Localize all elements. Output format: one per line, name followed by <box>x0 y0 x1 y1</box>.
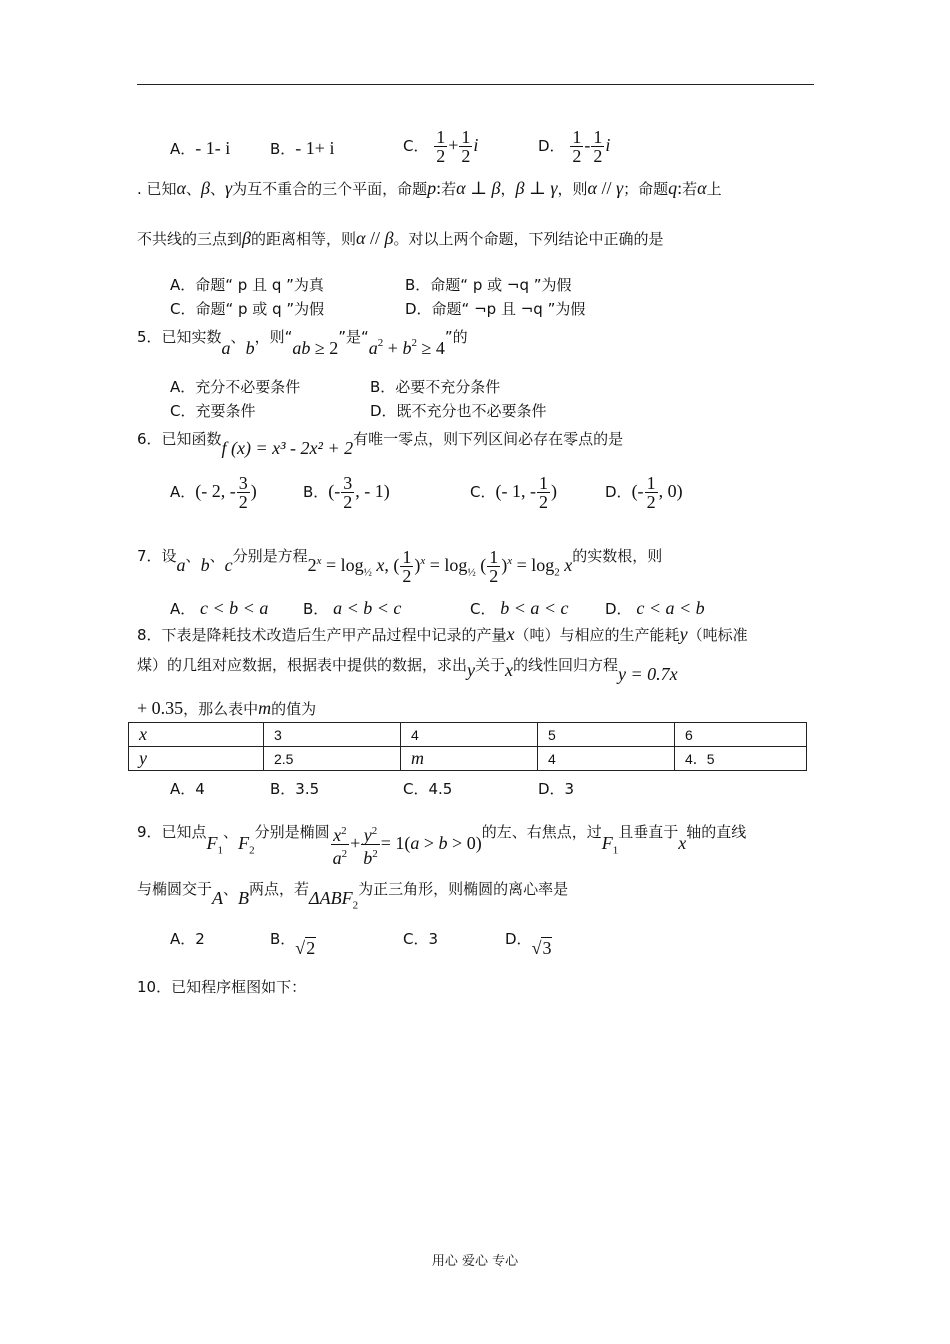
q6-function: f (x) = x³ - 2x² + 2 <box>221 438 354 458</box>
q3-option-b-value: - 1+ i <box>295 138 335 158</box>
q4-option-d: D．命题“ ¬p 且 ¬q ”为假 <box>405 300 586 318</box>
table-row <box>129 723 807 747</box>
q5-option-b: B．必要不充分条件 <box>370 378 501 396</box>
q6-option-c: C．(- 1, - $\frac{1}{2}$ ) <box>470 473 557 512</box>
q9-option-d: D．√3 <box>505 930 552 958</box>
q8-data-table <box>128 722 807 771</box>
q6-stem: 6．已知函数f (x) = x³ - 2x² + 2有唯一零点，则下列区间必存在零点的是 <box>137 430 624 458</box>
q7-option-c: C． b < a < c <box>470 598 569 618</box>
q3-option-a: A．- 1- i <box>170 138 231 158</box>
q9-option-a: A．2 <box>170 930 205 948</box>
q4-line-2: 不共线的三点到β的距离相等，则α // β。对以上两个命题，下列结论中正确的是 <box>137 228 664 248</box>
q4-line-1: . 已知α、β、γ为互不重合的三个平面，命题p:若α ⊥ β，β ⊥ γ，则α // γ；命题q:若α上 <box>137 178 722 198</box>
header-rule <box>137 84 814 85</box>
table-cell: 2.5 <box>264 747 401 771</box>
fraction: $\frac{1}{2}$ <box>436 127 446 166</box>
page-footer: 用心 爱心 专心 <box>431 1254 519 1269</box>
q6-option-b: B．(- $\frac{3}{2}$ , - 1) <box>303 473 390 512</box>
q9-line-2: 与椭圆交于A、B两点，若$\Delta ABF_2$为正三角形，则椭圆的离心率是 <box>137 880 569 912</box>
q3-option-a-value: - 1- i <box>195 138 231 158</box>
q4-option-a: A．命题“ p 且 q ”为真 <box>170 276 324 294</box>
q7-option-b: B． a < b < c <box>303 598 402 618</box>
q8-line-1: 8．下表是降耗技术改造后生产甲产品过程中记录的产量x（吨）与相应的生产能耗y（吨标准 <box>137 624 748 644</box>
q8-line-2: 煤）的几组对应数据，根据表中提供的数据，求出y关于x的线性回归方程y = 0.7x <box>137 656 678 684</box>
q4-option-c: C．命题“ p 或 q ”为假 <box>170 300 325 318</box>
table-cell: 6 <box>675 723 807 747</box>
fraction: $\frac{1}{2}$ <box>572 127 582 166</box>
table-cell: 4．5 <box>675 747 807 771</box>
q9-option-c: C．3 <box>403 930 439 948</box>
q10-stem: 10．已知程序框图如下： <box>137 978 307 996</box>
q9-line-1: 9．已知点$F_1$、$F_2$分别是椭圆 $\frac{x^2}{a^2}$ + $\frac{y^2}{b^2}$ = 1(a > b > 0)的左、右焦点，过$F_1$且垂直于x轴的直线 <box>137 823 747 868</box>
table-cell: 5 <box>538 723 675 747</box>
q3-option-b: B．- 1+ i <box>270 138 335 158</box>
q5-option-c: C．充要条件 <box>170 402 256 420</box>
q7-option-a: A． c < b < a <box>170 598 269 618</box>
table-cell: 4 <box>401 723 538 747</box>
q6-option-a: A．(- 2, - $\frac{3}{2}$ ) <box>170 473 257 512</box>
q6-option-d: D．(- $\frac{1}{2}$ , 0) <box>605 473 683 512</box>
table-cell: y <box>129 747 264 771</box>
table-row <box>129 747 807 771</box>
q8-option-c: C．4.5 <box>403 780 453 798</box>
table-cell: m <box>401 747 538 771</box>
q3-option-d: D． $\frac{1}{2}$ - $\frac{1}{2}$ i <box>538 127 611 166</box>
q3-option-c: C． $\frac{1}{2}$ + $\frac{1}{2}$ i <box>403 127 479 166</box>
q8-regression-equation: y = 0.7x <box>618 664 678 684</box>
q5-option-d: D．既不充分也不必要条件 <box>370 402 547 420</box>
q9-option-b: B．√2 <box>270 930 316 958</box>
fraction: $\frac{1}{2}$ <box>593 127 603 166</box>
q7-stem: 7．设a、b、c分别是方程$2^x = \log_{\frac{1}{2}} x$, ( $\frac{1}{2}$ )$^x = \log_{\frac{1}{2}}$ ( $\frac{1}{2}$ )$^x = \log_2 x$的实数根，则 <box>137 547 663 586</box>
table-cell: 4 <box>538 747 675 771</box>
q8-line-3: + 0.35，那么表中m的值为 <box>137 698 317 718</box>
q5-stem: 5．已知实数a、b，则“ab ≥ 2”是“$a_2 + b_2 \ge 4$”的 <box>137 328 468 358</box>
q7-option-d: D． c < a < b <box>605 598 705 618</box>
q8-option-b: B．3.5 <box>270 780 320 798</box>
fraction: $\frac{1}{2}$ <box>461 127 471 166</box>
q4-option-b: B．命题“ p 或 ¬q ”为假 <box>405 276 572 294</box>
q5-option-a: A．充分不必要条件 <box>170 378 301 396</box>
table-cell: x <box>129 723 264 747</box>
q8-option-d: D．3 <box>538 780 575 798</box>
q8-option-a: A．4 <box>170 780 205 798</box>
table-cell: 3 <box>264 723 401 747</box>
